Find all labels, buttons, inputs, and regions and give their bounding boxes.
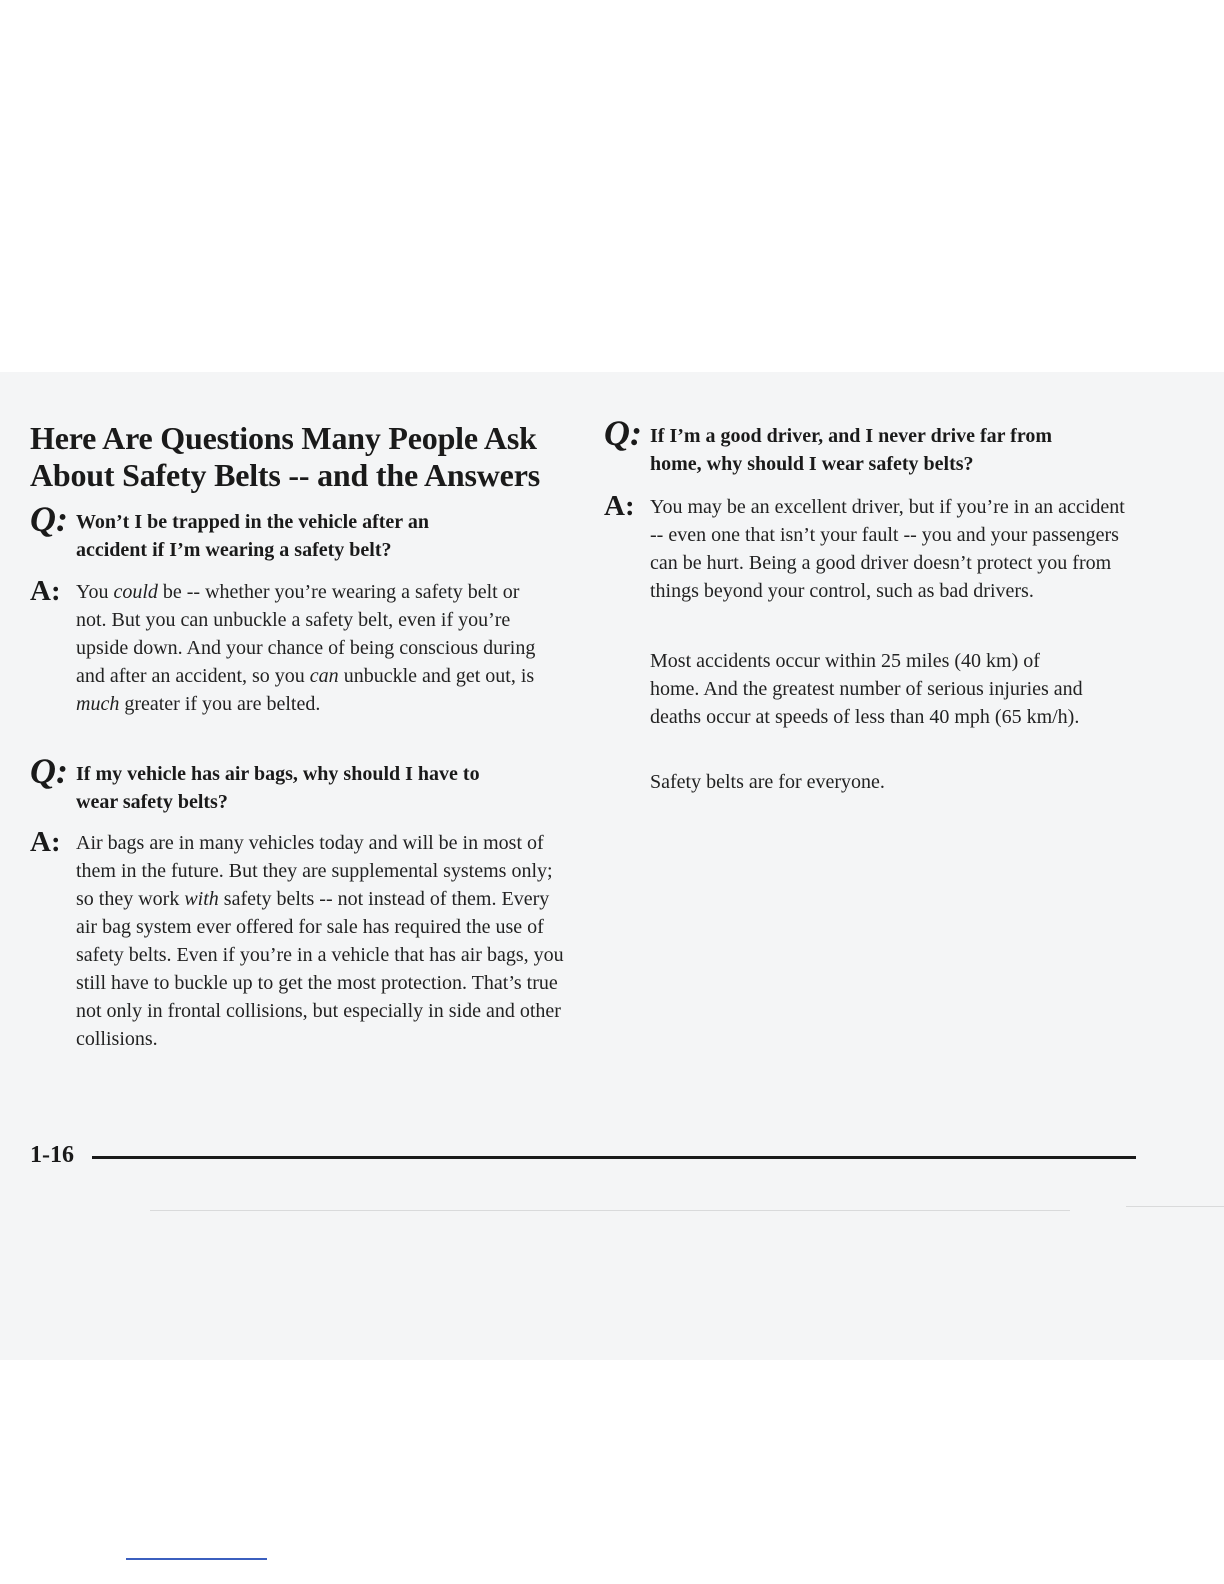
question-line-1: Won’t I be trapped in the vehicle after an	[76, 511, 429, 533]
answer-segment: Air bags are in many vehicles today and will be in most of them in the future. But they are supplemental systems only; so they work	[76, 832, 553, 910]
paragraph-everyone: Safety belts are for everyone.	[650, 771, 885, 793]
question-line-2: home, why should I wear safety belts?	[650, 453, 974, 475]
bottom-link-underline[interactable]	[126, 1558, 267, 1560]
answer-text	[76, 829, 565, 1053]
answer-segment: safety belts -- not instead of them. Every air bag system ever offered for sale has required the use of safety belts. Even if you’re in a vehicle that has air bags, you still have to buckle up to get the most protection. That’s true not only in frontal collisions, but especially in side and other collisions.	[76, 888, 564, 1050]
answer-segment: You	[76, 581, 114, 603]
scan-divider	[1126, 1206, 1224, 1207]
paragraph-accidents: Most accidents occur within 25 miles (40 km) of home. And the greatest number of serious injuries and deaths occur at speeds of less than 40 mph (65 km/h).	[650, 650, 1083, 728]
answer-emphasis: with	[184, 888, 219, 910]
answer-marker: A:	[30, 826, 61, 858]
qa-block-air-bags	[30, 751, 575, 816]
question-text	[76, 508, 570, 564]
page-title	[30, 420, 590, 494]
answer-marker: A:	[30, 575, 61, 607]
answer-block-air-bags	[30, 826, 565, 1053]
question-text	[76, 760, 575, 816]
answer-emphasis: could	[113, 581, 158, 603]
question-text	[650, 422, 1144, 478]
question-line-2: accident if I’m wearing a safety belt?	[76, 539, 392, 561]
answer-segment: greater if you are belted.	[119, 693, 321, 715]
qa-block-trapped	[30, 499, 570, 564]
question-line-1: If I’m a good driver, and I never drive far from	[650, 425, 1053, 447]
question-line-2: wear safety belts?	[76, 791, 228, 813]
answer-emphasis: much	[76, 693, 120, 715]
question-marker: Q:	[30, 499, 68, 539]
question-marker: Q:	[604, 413, 642, 453]
answer-block-good-driver	[604, 490, 1134, 605]
page-title-line-2: About Safety Belts -- and the Answers	[30, 457, 540, 493]
qa-block-good-driver	[604, 413, 1144, 478]
answer-text: You may be an excellent driver, but if you’re in an accident -- even one that isn’t your fault -- you and your passengers can be hurt. Being a good driver doesn’t protect you from things beyond your control, such as bad drivers.	[650, 496, 1125, 602]
page-title-line-1: Here Are Questions Many People Ask	[30, 420, 537, 456]
footer-rule	[92, 1156, 1136, 1159]
page-number: 1-16	[30, 1142, 74, 1168]
answer-segment: unbuckle and get out, is	[338, 665, 535, 687]
scan-divider	[150, 1210, 1070, 1211]
answer-block-trapped	[30, 575, 540, 718]
question-marker: Q:	[30, 751, 68, 791]
answer-text	[76, 578, 540, 718]
question-line-1: If my vehicle has air bags, why should I have to	[76, 763, 480, 785]
answer-segment: be -- whether you’re wearing a safety belt or not. But you can unbuckle a safety belt, even if you’re upside down. And your chance of being conscious during and after an accident, so you	[76, 581, 536, 687]
answer-emphasis: can	[309, 665, 339, 687]
answer-marker: A:	[604, 490, 635, 522]
